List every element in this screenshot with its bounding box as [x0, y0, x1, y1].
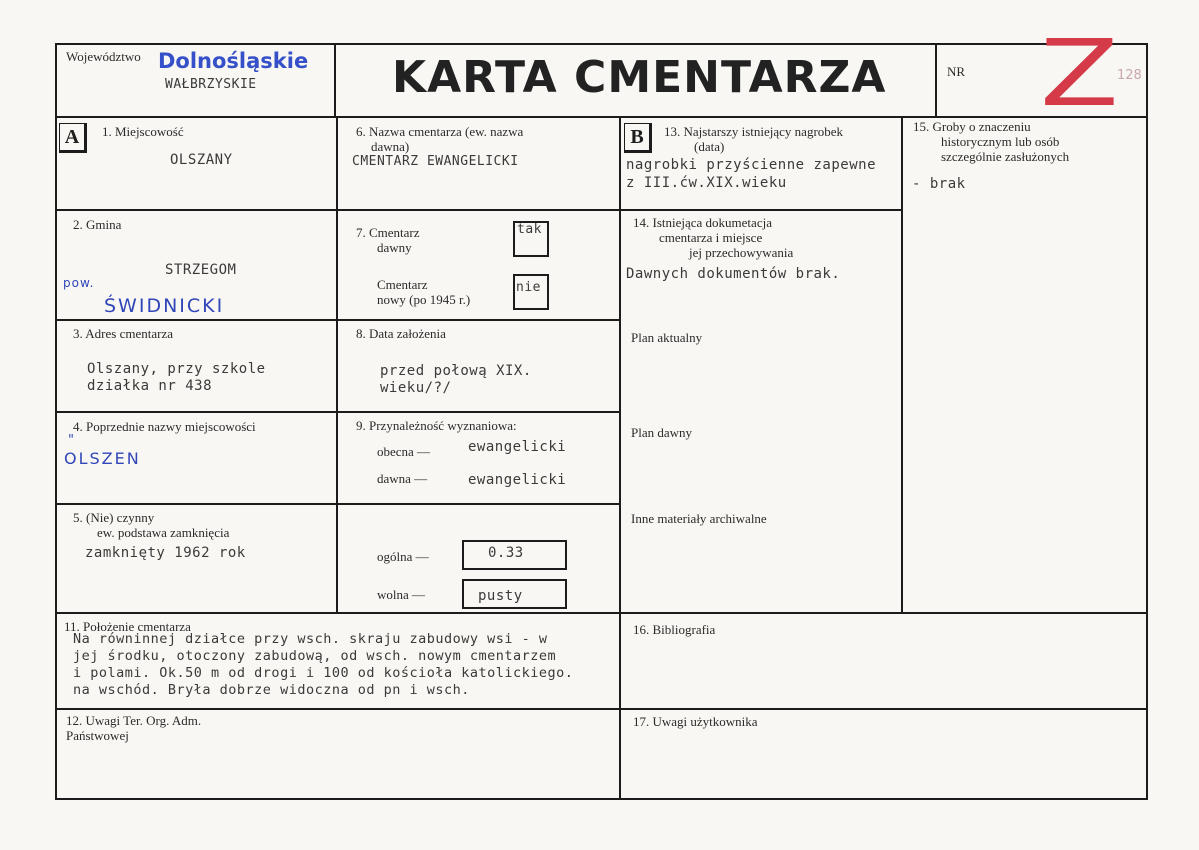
- row-rule-c2-1: [336, 209, 619, 211]
- row-rule-c1-2: [55, 319, 336, 321]
- field-2-pow-note: pow.: [63, 276, 95, 290]
- field-14-plan-old: Plan dawny: [631, 425, 693, 440]
- field-5-value: zamknięty 1962 rok: [85, 545, 246, 561]
- row-rule-c1-3: [55, 411, 336, 413]
- field-14-value: Dawnych dokumentów brak.: [626, 266, 841, 282]
- field-14-label-3: jej przechowywania: [689, 245, 794, 260]
- field-13-label-1: 13. Najstarszy istniejący nagrobek: [664, 124, 844, 139]
- frame-right: [1146, 43, 1148, 800]
- field-9-current-label: obecna —: [377, 444, 431, 459]
- field-1-label: 1. Miejscowość: [102, 124, 184, 139]
- row-rule-c3-1: [619, 209, 901, 211]
- section-a-marker: A: [59, 123, 87, 153]
- field-1-value: OLSZANY: [170, 152, 233, 168]
- field-6-label-2: dawna): [371, 139, 410, 154]
- field-15-value: - brak: [912, 176, 966, 192]
- page-title: KARTA CMENTARZA: [392, 52, 887, 103]
- field-13-line2: z III.ćw.XIX.wieku: [626, 175, 787, 191]
- field-3-line2: działka nr 438: [87, 378, 213, 394]
- nr-label: NR: [947, 64, 966, 79]
- frame-left: [55, 43, 57, 800]
- field-9-former-label: dawna —: [377, 471, 428, 486]
- col-divider-3: [901, 116, 903, 612]
- field-17-label: 17. Uwagi użytkownika: [633, 714, 758, 729]
- nr-faint-number: 128: [1117, 68, 1142, 83]
- voivodeship-typed: WAŁBRZYSKIE: [165, 77, 257, 92]
- header-divider-2: [935, 43, 937, 116]
- field-4-label: 4. Poprzednie nazwy miejscowości: [73, 419, 256, 434]
- field-7-new-value: nie: [516, 280, 541, 295]
- field-15-label-3: szczególnie zasłużonych: [941, 149, 1070, 164]
- field-7-old-label-1: 7. Cmentarz: [356, 225, 420, 240]
- field-14-label-2: cmentarza i miejsce: [659, 230, 763, 245]
- field-11-line-2: jej środku, otoczony zabudową, od wsch. nowym cmentarzem: [73, 648, 557, 664]
- frame-bottom: [55, 798, 1148, 800]
- field-16-label: 16. Bibliografia: [633, 622, 716, 637]
- field-13-label-2: (data): [694, 139, 725, 154]
- field-11-line-3: i polami. Ok.50 m od drogi i 100 od kościoła katolickiego.: [73, 665, 574, 681]
- field-13-line1: nagrobki przyścienne zapewne: [626, 157, 877, 173]
- field-4-quote: ": [68, 433, 76, 448]
- field-15-label-2: historycznym lub osób: [941, 134, 1060, 149]
- field-10-free-label: wolna —: [377, 587, 426, 602]
- field-2-value: STRZEGOM: [165, 262, 237, 278]
- field-7-new-label-2: nowy (po 1945 r.): [377, 292, 471, 307]
- voivodeship-label: Województwo: [66, 49, 141, 64]
- field-10-total-label: ogólna —: [377, 549, 429, 564]
- field-10-free-value: pusty: [478, 588, 523, 604]
- field-3-line1: Olszany, przy szkole: [87, 361, 266, 377]
- field-12-label-2: Państwowej: [66, 728, 129, 743]
- section-b-marker: B: [624, 123, 652, 153]
- field-14-other-materials: Inne materiały archiwalne: [631, 511, 767, 526]
- field-11-line-1: Na równinnej działce przy wsch. skraju zabudowy wsi - w: [73, 631, 548, 647]
- field-8-line1: przed połową XIX.: [380, 363, 532, 379]
- field-15-label-1: 15. Groby o znaczeniu: [913, 119, 1031, 134]
- row-rule-c1-4: [55, 503, 336, 505]
- field-6-label-1: 6. Nazwa cmentarza (ew. nazwa: [356, 124, 524, 139]
- field-7-new-label-1: Cmentarz: [377, 277, 428, 292]
- col-divider-2: [619, 116, 621, 800]
- field-4-value: OLSZEN: [64, 449, 141, 468]
- field-11-line-4: na wschód. Bryła dobrze widoczna od pn i wsch.: [73, 682, 470, 698]
- row-rule-c2-4: [336, 503, 619, 505]
- field-11-label: 11. Położenie cmentarza: [64, 619, 191, 634]
- field-12-label-1: 12. Uwagi Ter. Org. Adm.: [66, 713, 202, 728]
- nr-value-red-marker: Z: [1040, 20, 1119, 127]
- row-rule-c1-1: [55, 209, 336, 211]
- frame-top: [55, 43, 1148, 45]
- row-rule-c2-2: [336, 319, 619, 321]
- field-3-label: 3. Adres cmentarza: [73, 326, 173, 341]
- field-8-label: 8. Data założenia: [356, 326, 446, 341]
- field-9-current-value: ewangelicki: [468, 439, 567, 455]
- col-divider-1: [336, 116, 338, 612]
- field-7-old-label-2: dawny: [377, 240, 412, 255]
- field-9-label: 9. Przynależność wyznaniowa:: [356, 418, 517, 433]
- field-10-total-value: 0.33: [488, 545, 524, 561]
- field-2-label: 2. Gmina: [73, 217, 122, 232]
- header-divider-1: [334, 43, 336, 116]
- row-rule-11: [55, 612, 1148, 614]
- field-5-label-1: 5. (Nie) czynny: [73, 510, 155, 525]
- field-14-plan-current: Plan aktualny: [631, 330, 703, 345]
- field-6-value: CMENTARZ EWANGELICKI: [352, 154, 519, 169]
- field-8-line2: wieku/?/: [380, 380, 452, 396]
- field-2-pow-value: ŚWIDNICKI: [104, 295, 225, 317]
- voivodeship-stamp: Dolnośląskie: [158, 49, 309, 73]
- field-14-label-1: 14. Istniejąca dokumetacja: [633, 215, 772, 230]
- header-rule: [55, 116, 1148, 118]
- field-5-label-2: ew. podstawa zamknięcia: [97, 525, 230, 540]
- field-7-old-value: tak: [517, 222, 542, 237]
- row-rule-12: [55, 708, 1148, 710]
- field-9-former-value: ewangelicki: [468, 472, 567, 488]
- row-rule-c2-3: [336, 411, 619, 413]
